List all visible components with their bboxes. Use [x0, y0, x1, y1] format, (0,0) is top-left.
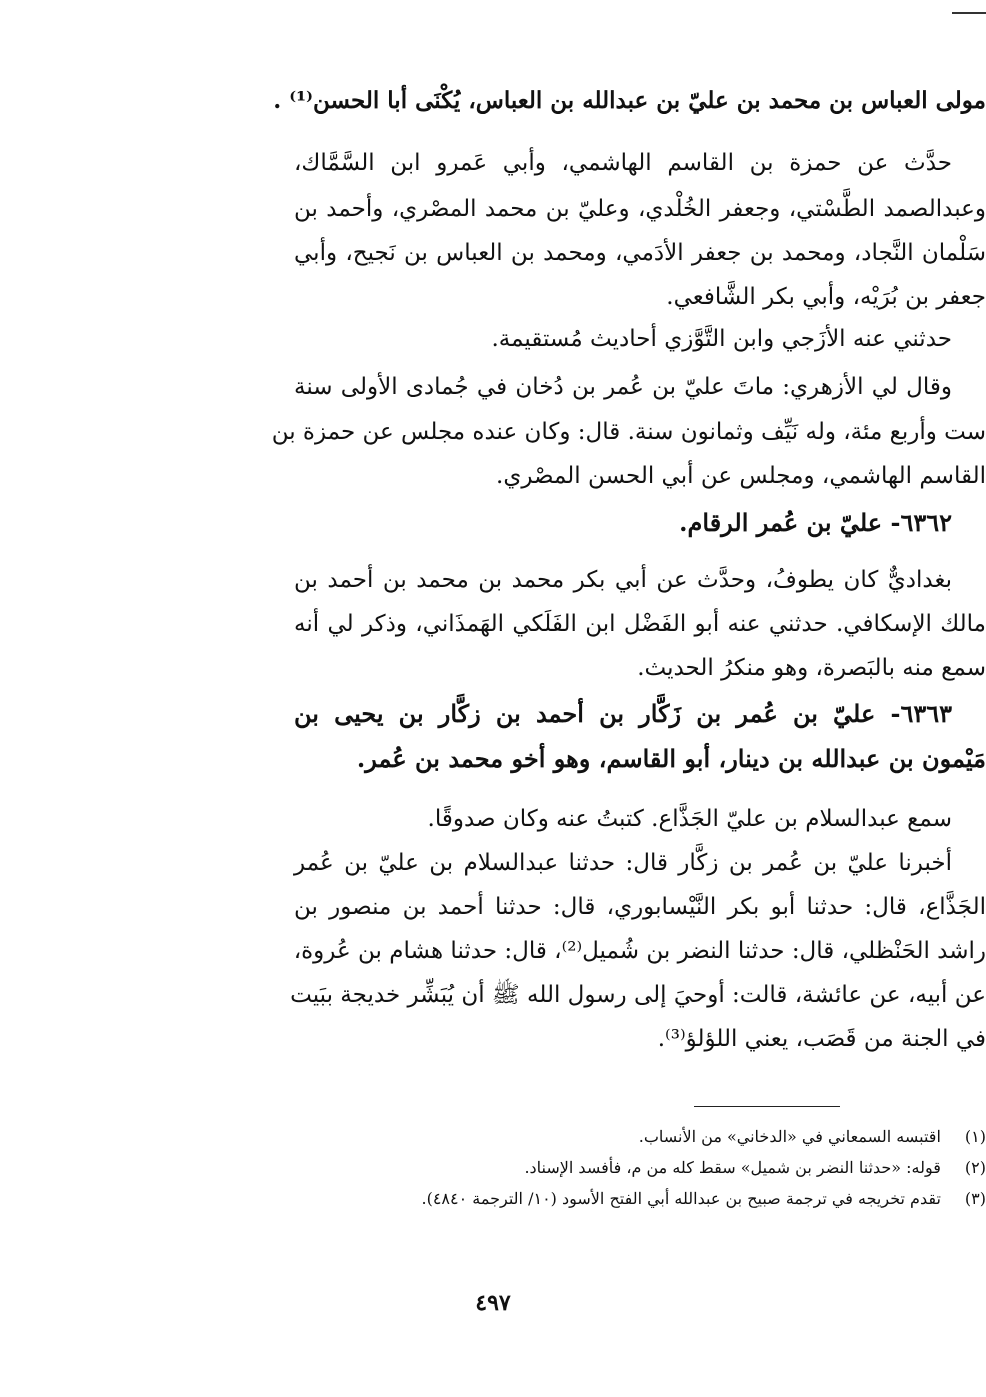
entry-heading-6362: ٦٣٦٢- عليّ بن عُمر الرقام. [679, 508, 952, 537]
body-line: حدثني عنه الأزَجي وابن التَّوَّزي أحاديث مُستقيمة. [491, 326, 952, 352]
body-line: القاسم الهاشمي، ومجلس عن أبي الحسن المصْري. [496, 463, 986, 489]
body-line: حدَّث عن حمزة بن القاسم الهاشمي، وأبي عَمرو ابن السَّمَّاك، [294, 150, 952, 176]
body-line: راشد الحَنْظلي، قال: حدثنا النضر بن شُميل⁽²⁾، قال: حدثنا هشام بن عُروة، [293, 938, 986, 964]
body-line: بغداديٌّ كان يطوفُ، وحدَّث عن أبي بكر محمد بن محمد بن أحمد بن [294, 567, 952, 593]
body-line: أخبرنا عليّ بن عُمر بن زكَّار قال: حدثنا عبدالسلام بن عليّ بن عُمر [294, 850, 952, 876]
page-number: ٤٩٧ [475, 1290, 511, 1316]
footnote-number: (٣) [964, 1189, 986, 1208]
body-line: وقال لي الأزهري: ماتَ عليّ بن عُمر بن دُخان في جُمادى الأولى سنة [294, 374, 952, 400]
footnote-number: (٢) [964, 1158, 986, 1177]
footnote-number: (١) [964, 1127, 986, 1146]
footnote-1 [294, 1124, 986, 1150]
footnote-3 [294, 1186, 986, 1212]
body-line: ست وأربع مئة، وله نَيِّف وثمانون سنة. قال: وكان عنده مجلس عن حمزة بن [271, 419, 986, 445]
entry-heading-6363: ٦٣٦٣- عليّ بن عُمر بن زَكَّار بن أحمد بن زكَّار بن يحيى بن [294, 699, 952, 728]
page-edge-mark [952, 0, 986, 14]
entry-heading-6363-cont: مَيْمون بن عبدالله بن دينار، أبو القاسم، وهو أخو محمد بن عُمر. [356, 744, 986, 773]
body-line: وعبدالصمد الطَّسْتي، وجعفر الخُلْدي، وعليّ بن محمد المصْري، وأحمد بن [294, 196, 986, 222]
footnote-text: اقتبسه السمعاني في «الدخاني» من الأنساب. [638, 1127, 941, 1146]
body-line: سمع منه بالبَصرة، وهو منكرُ الحديث. [637, 655, 986, 681]
body-line: عن أبيه، عن عائشة، قالت: أوحيَ إلى رسول الله ﷺ أن يُبَشِّر خديجة ببَيت [290, 982, 986, 1008]
entry-continuation-line: مولى العباس بن محمد بن عليّ بن عبدالله بن العباس، يُكْنَى أبا الحسن⁽¹⁾ . [273, 87, 986, 114]
body-line: جعفر بن بُرَيْه، وأبي بكر الشَّافعي. [666, 284, 986, 310]
body-line: سمع عبدالسلام بن عليّ الجَذَّاع. كتبتُ عنه وكان صدوقًا. [427, 806, 952, 832]
body-line: مالك الإسكافي. حدثني عنه أبو الفَضْل ابن الفَلَكي الهَمذَاني، وذكر لي أنه [294, 611, 986, 637]
footnote-2 [294, 1155, 986, 1181]
body-line: سَلْمان النَّجاد، ومحمد بن جعفر الأدَمي، ومحمد بن العباس بن نَجيح، وأبي [294, 240, 986, 266]
footnote-text: تقدم تخريجه في ترجمة صبيح بن عبدالله أبي الفتح الأسود (١٠/ الترجمة ٤٨٤٠). [421, 1189, 941, 1208]
body-line: الجَذَّاع، قال: حدثنا أبو بكر النَّيْسابوري، قال: حدثنا أحمد بن منصور بن [294, 894, 986, 920]
body-line: في الجنة من قَصَب، يعني اللؤلؤ⁽³⁾. [657, 1026, 986, 1052]
footnote-text: قوله: «حدثنا النضر بن شميل» سقط كله من م، فأفسد الإسناد. [524, 1158, 941, 1177]
footnote-separator [694, 1106, 840, 1107]
